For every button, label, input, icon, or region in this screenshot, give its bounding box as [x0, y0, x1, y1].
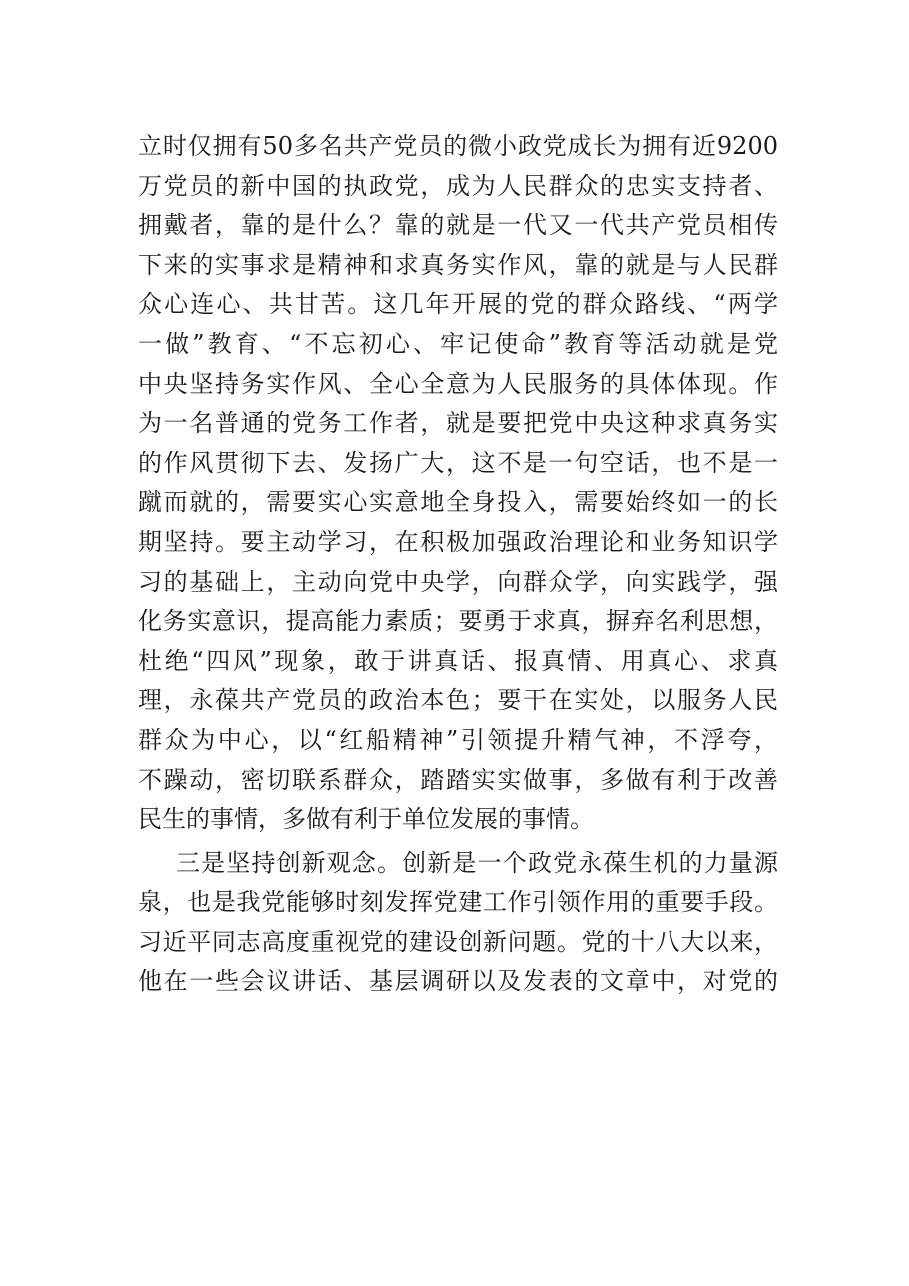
text-line: 习近平同志高度重视党的建设创新问题。党的十八大以来，	[138, 927, 778, 956]
text-line: 不躁动，密切联系群众，踏踏实实做事，多做有利于改善	[138, 765, 778, 794]
text-line: 众心连心、共甘苦。这几年开展的党的群众路线、“两学	[138, 290, 778, 319]
text-line: 泉，也是我党能够时刻发挥党建工作引领作用的重要手段。	[138, 888, 778, 917]
text-line: 理，永葆共产党员的政治本色；要干在实处，以服务人民	[138, 686, 778, 715]
text-line: 三是坚持创新观念。创新是一个政党永葆生机的力量源	[176, 848, 778, 877]
text-line: 民生的事情，多做有利于单位发展的事情。	[138, 805, 594, 834]
paragraph-1	[138, 127, 778, 840]
text-line: 蹴而就的，需要实心实意地全身投入，需要始终如一的长	[138, 488, 778, 517]
text-line: 化务实意识，提高能力素质；要勇于求真，摒弃名利思想，	[138, 607, 778, 636]
text-line: 他在一些会议讲话、基层调研以及发表的文章中，对党的	[138, 967, 778, 996]
text-line: 万党员的新中国的执政党，成为人民群众的忠实支持者、	[138, 171, 778, 200]
text-line: 拥戴者，靠的是什么？靠的就是一代又一代共产党员相传	[138, 211, 778, 240]
text-line: 的作风贯彻下去、发扬广大，这不是一句空话，也不是一	[138, 448, 778, 477]
text-line: 群众为中心，以“红船精神”引领提升精气神，不浮夸，	[138, 725, 778, 754]
text-line: 杜绝“四风”现象，敢于讲真话、报真情、用真心、求真	[138, 646, 778, 675]
text-line: 中央坚持务实作风、全心全意为人民服务的具体体现。作	[138, 369, 778, 398]
body-text	[138, 127, 778, 1002]
text-line: 立时仅拥有50多名共产党员的微小政党成长为拥有近9200	[138, 132, 778, 160]
text-line: 期坚持。要主动学习，在积极加强政治理论和业务知识学	[138, 527, 778, 556]
text-line: 下来的实事求是精神和求真务实作风，靠的就是与人民群	[138, 250, 778, 279]
text-line: 习的基础上，主动向党中央学，向群众学，向实践学，强	[138, 567, 778, 596]
text-line: 一做”教育、“不忘初心、牢记使命”教育等活动就是党	[138, 329, 778, 358]
text-line: 为一名普通的党务工作者，就是要把党中央这种求真务实	[138, 409, 778, 438]
paragraph-2	[138, 844, 778, 1002]
